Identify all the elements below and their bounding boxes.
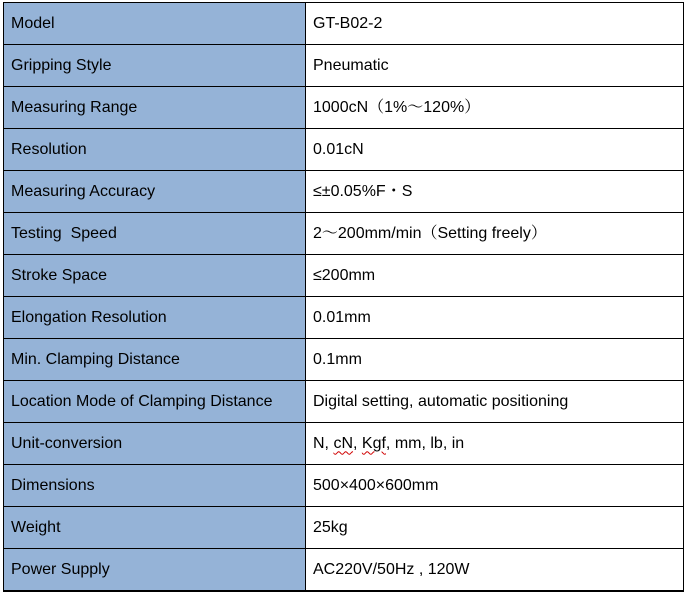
table-row — [4, 171, 684, 213]
spec-label: Elongation Resolution — [4, 297, 306, 339]
spec-label: Location Mode of Clamping Distance — [4, 381, 306, 423]
spec-label — [4, 213, 306, 255]
spec-label-text: Testing Speed — [11, 224, 117, 242]
unit-text: N, — [313, 434, 334, 452]
spec-value: 0.01cN — [306, 129, 684, 171]
spec-label: Min. Clamping Distance — [4, 339, 306, 381]
spellcheck-flagged-word: cN — [333, 434, 354, 452]
spec-value: GT-B02-2 — [306, 3, 684, 45]
spec-label: Unit-conversion — [4, 423, 306, 465]
spellcheck-flagged-word: Kgf — [361, 434, 386, 452]
spec-value: 500×400×600mm — [306, 465, 684, 507]
spec-value: ≤200mm — [306, 255, 684, 297]
spec-label: Gripping Style — [4, 45, 306, 87]
spec-value: 2～200mm/min（Setting freely） — [306, 213, 684, 255]
specification-table — [3, 2, 684, 592]
spec-value: Pneumatic — [306, 45, 684, 87]
spec-value: 0.01mm — [306, 297, 684, 339]
spec-label: Stroke Space — [4, 255, 306, 297]
spec-value: 1000cN（1%～120%） — [306, 87, 684, 129]
spec-label: Measuring Accuracy — [4, 171, 306, 213]
table-row — [4, 45, 684, 87]
table-row — [4, 255, 684, 297]
spec-label: Weight — [4, 507, 306, 549]
spec-value — [306, 423, 684, 465]
table-row — [4, 465, 684, 507]
table-row — [4, 423, 684, 465]
table-row — [4, 381, 684, 423]
spec-label: Resolution — [4, 129, 306, 171]
table-row — [4, 3, 684, 45]
table-row — [4, 549, 684, 592]
spec-label: Model — [4, 3, 306, 45]
spec-value: 25kg — [306, 507, 684, 549]
spec-label: Dimensions — [4, 465, 306, 507]
spec-value: AC220V/50Hz , 120W — [306, 549, 684, 592]
spec-label: Measuring Range — [4, 87, 306, 129]
unit-text: , — [353, 434, 362, 452]
table-row — [4, 297, 684, 339]
spec-value: 0.1mm — [306, 339, 684, 381]
table-row — [4, 507, 684, 549]
table-row — [4, 87, 684, 129]
table-row — [4, 213, 684, 255]
spec-label: Power Supply — [4, 549, 306, 592]
table-row — [4, 339, 684, 381]
unit-text: , mm, lb, in — [385, 434, 465, 452]
table-row — [4, 129, 684, 171]
spec-value: Digital setting, automatic positioning — [306, 381, 684, 423]
spec-value: ≤±0.05%F・S — [306, 171, 684, 213]
